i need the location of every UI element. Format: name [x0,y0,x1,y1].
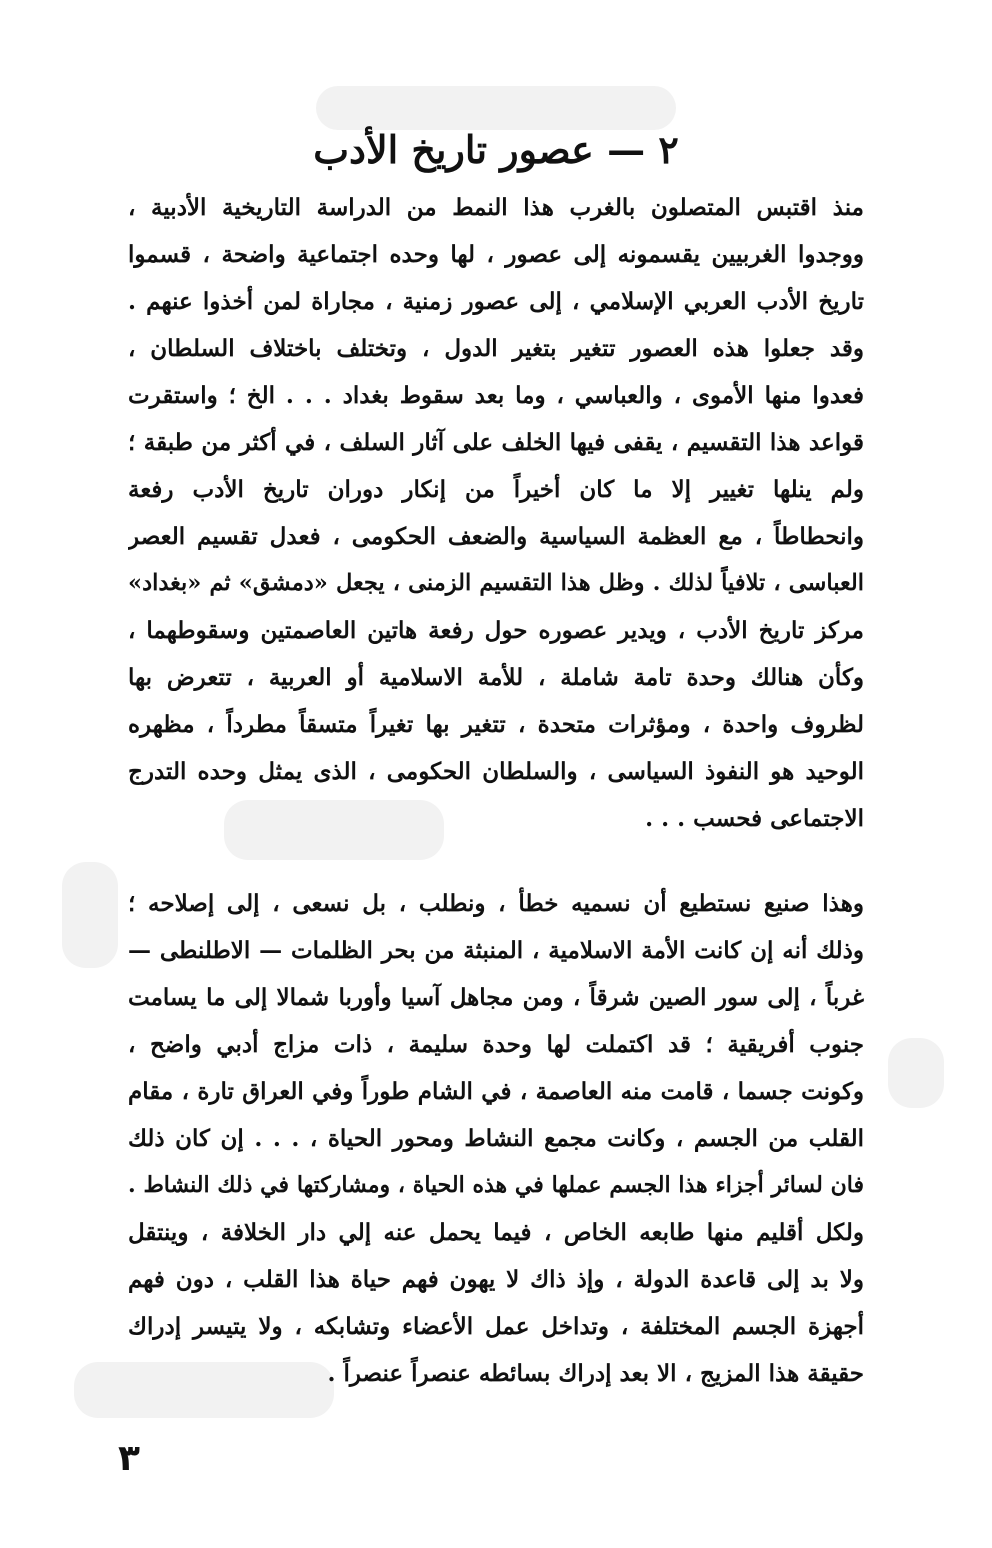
scan-smudge [888,1038,944,1108]
paragraph-1 [128,184,864,842]
text-line: ولا بد إلى قاعدة الدولة ، وإذ ذاك لا يهون فهم حياة هذا القلب ، دون فهم [128,1266,864,1293]
text-line: مركز تاريخ الأدب ، ويدير عصوره حول رفعة هاتين العاصمتين وسقوطهما ، [128,617,864,644]
text-line: منذ اقتبس المتصلون بالغرب هذا النمط من الدراسة التاريخية الأدبية ، [128,194,864,221]
text-line: القلب من الجسم ، وكانت مجمع النشاط ومحور الحياة ، . . . إن كان ذلك [128,1125,864,1152]
text-line: الوحيد هو النفوذ السياسى ، والسلطان الحكومى ، الذى يمثل وحده التدرج [128,758,864,785]
text-line: ولم ينلها تغيير إلا ما كان أخيراً من إنكار دوران تاريخ الأدب رفعة [128,476,864,503]
text-line: قواعد هذا التقسيم ، يقفى فيها الخلف على آثار السلف ، في أكثر من طبقة ؛ [128,429,864,456]
text-line: وقد جعلوا هذه العصور تتغير بتغير الدول ، وتختلف باختلاف السلطان ، [128,335,864,362]
text-line: فان لسائر أجزاء هذا الجسم عملها في هذه الحياة ، ومشاركتها في ذلك النشاط . [128,1172,864,1198]
text-line: غرباً ، إلى سور الصين شرقاً ، ومن مجاهل آسيا وأوربا شمالا إلى ما يسامت [128,984,864,1011]
text-line: وهذا صنيع نستطيع أن نسميه خطأ ، ونطلب ، بل نسعى ، إلى إصلاحه ؛ [128,890,864,917]
text-line: ولكل أقليم منها طابعه الخاص ، فيما يحمل عنه إلي دار الخلافة ، وينتقل [128,1219,864,1246]
text-line: حقيقة هذا المزيج ، الا بعد إدراك بسائطه عنصراً عنصراً . [327,1360,864,1387]
text-line: جنوب أفريقية ؛ قد اكتملت لها وحدة سليمة ، ذات مزاج أدبي واضح ، [128,1031,864,1058]
text-line: ووجدوا الغربيين يقسمونه إلى عصور ، لها وحده اجتماعية واضحة ، قسموا [128,241,864,268]
paragraph-2 [128,880,864,1397]
text-line: وكأن هنالك وحدة تامة شاملة ، للأمة الاسلامية أو العربية ، تتعرض بها [128,664,864,691]
text-line: وانحطاطاً ، مع العظمة السياسية والضعف الحكومى ، فعدل تقسيم العصر [128,523,864,550]
text-line: العباسى ، تلافياً لذلك . وظل هذا التقسيم الزمنى ، يجعل «دمشق» ثم «بغداد» [128,570,864,596]
text-line: وكونت جسما ، قامت منه العاصمة ، في الشام طوراً وفي العراق تارة ، مقام [128,1078,864,1105]
text-line: أجهزة الجسم المختلفة ، وتداخل عمل الأعضاء وتشابكه ، ولا يتيسر إدراك [128,1313,864,1340]
text-line: الاجتماعى فحسب . . . [645,805,864,832]
section-title: ٢ — عصور تاريخ الأدب [313,127,679,172]
text-line: فعدوا منها الأموى ، والعباسي ، وما بعد سقوط بغداد . . . الخ ؛ واستقرت [128,382,864,409]
text-line: وذلك أنه إن كانت الأمة الاسلامية ، المنبثة من بحر الظلمات — الاطلنطى — [128,937,864,964]
text-line: لظروف واحدة ، ومؤثرات متحدة ، تتغير بها تغيراً متسقاً مطرداً ، مظهره [128,711,864,738]
scan-smudge [62,862,118,968]
text-line: تاريخ الأدب العربي الإسلامي ، إلى عصور زمنية ، مجاراة لمن أخذوا عنهم . [128,288,864,315]
page-number: ٣ [118,1438,140,1479]
